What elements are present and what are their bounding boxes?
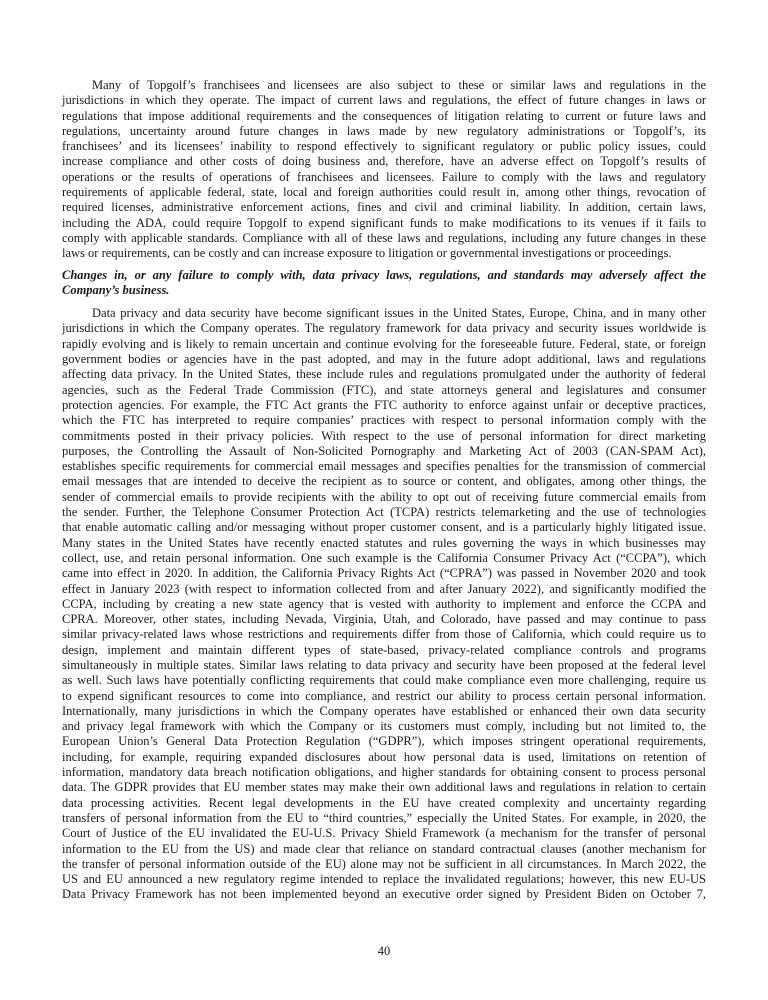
text-line: franchisees’ and its licensees’ inability to respond effectively to significant regulatory or public policy issues, could — [62, 139, 706, 154]
text-line: similar privacy-related laws whose restrictions and requirements differ from those of California, which could require us to — [62, 627, 706, 642]
text-line: increase compliance and other costs of doing business and, therefore, have an adverse effect on Topgolf’s results of — [62, 154, 706, 169]
text-line: effect in January 2023 (with respect to information collected from and after January 2022), and significantly modified the — [62, 581, 706, 596]
text-line: data processing activities. Recent legal developments in the EU have created complexity and uncertainty regarding — [62, 795, 706, 810]
text-line: information to the EU from the US) and made clear that reliance on standard contractual clauses (another mechanism for — [62, 841, 706, 856]
section-heading-data-privacy — [62, 268, 706, 299]
text-line: the transfer of personal information outside of the EU) alone may not be sufficient in all circumstances. In March 2022, the — [62, 856, 706, 871]
text-line: Changes in, or any failure to comply with, data privacy laws, regulations, and standards may adversely affect the — [62, 267, 706, 282]
text-line: regulations, uncertainty around future changes in laws made by new regulatory administrations or Topgolf’s, its — [62, 123, 706, 138]
text-line: including the ADA, could require Topgolf to expend significant funds to make modifications to its venues if it fails to — [62, 215, 706, 230]
text-line: transfers of personal information from the EU to “third countries,” especially the United States. For example, in 2020, the — [62, 810, 706, 825]
text-line: jurisdictions in which they operate. The impact of current laws and regulations, the effect of future changes in laws or — [62, 93, 706, 108]
text-line: regulations that impose additional requirements and the consequences of litigation relating to current or future laws and — [62, 108, 706, 123]
document-body — [62, 78, 706, 903]
text-line: purposes, the Controlling the Assault of Non-Solicited Pornography and Marketing Act of 2003 (CAN-SPAM Act), — [62, 443, 706, 458]
page-number: 40 — [377, 944, 391, 958]
text-line: information, mandatory data breach notification obligations, and higher standards for obtaining consent to process personal — [62, 765, 706, 780]
text-line: operations or the results of operations of franchisees and licensees. Failure to comply with the laws and regulatory — [62, 169, 706, 184]
text-line: the sender. Further, the Telephone Consumer Protection Act (TCPA) restricts telemarketing and the use of technologies — [62, 505, 706, 520]
text-line: US and EU announced a new regulatory regime intended to replace the invalidated regulations; however, this new EU-US — [62, 872, 706, 887]
paragraph-data-privacy — [62, 306, 706, 903]
text-line: CCPA, including by creating a new state agency that is vested with authority to implement and enforce the CCPA and — [62, 596, 706, 611]
paragraph-franchisee-regulations — [62, 78, 706, 262]
text-line: simultaneously in multiple states. Similar laws relating to data privacy and security have been proposed at the federal level — [62, 657, 706, 672]
text-line: comply with applicable standards. Compliance with all of these laws and regulations, including any future changes in these — [62, 230, 706, 245]
text-line: Data privacy and data security have become significant issues in the United States, Europe, China, and in many other — [92, 306, 706, 321]
text-line: rapidly evolving and is likely to remain uncertain and continue evolving for the foreseeable future. Federal, state, or foreign — [62, 336, 706, 351]
text-line: data. The GDPR provides that EU member states may make their own additional laws and regulations in relation to certain — [62, 780, 706, 795]
text-line: CPRA. Moreover, other states, including Nevada, Virginia, Utah, and Colorado, have passed and may continue to pass — [62, 612, 706, 627]
text-line: collect, use, and retain personal information. One such example is the California Consumer Privacy Act (“CCPA”), which — [62, 550, 706, 565]
text-line: Many states in the United States have recently enacted statutes and rules governing the ways in which businesses may — [62, 535, 706, 550]
text-line: and privacy legal framework with which the Company or its customers must comply, including but not limited to, the — [62, 719, 706, 734]
text-line: email messages that are intended to deceive the recipient as to source or content, and obligates, among other things, the — [62, 474, 706, 489]
text-line: agencies, such as the Federal Trade Commission (FTC), and state attorneys general and legislatures and consumer — [62, 382, 706, 397]
text-line: required licenses, administrative enforcement actions, fines and civil and criminal liability. In addition, certain laws, — [62, 200, 706, 215]
text-line: jurisdictions in which the Company operates. The regulatory framework for data privacy and security issues worldwide is — [62, 321, 706, 336]
text-line: affecting data privacy. In the United States, these include rules and regulations promulgated under the authority of federal — [62, 367, 706, 382]
text-line: that enable automatic calling and/or messaging without proper customer consent, and is a particularly highly litigated issue. — [62, 520, 706, 535]
text-line: laws or requirements, can be costly and can increase exposure to litigation or governmental investigations or proceedings. — [62, 246, 672, 261]
text-line: sender of commercial emails to provide recipients with the ability to opt out of receiving future commercial emails from — [62, 489, 706, 504]
text-line: commitments posted in their privacy policies. With respect to the use of personal information for direct marketing — [62, 428, 706, 443]
text-line: European Union’s General Data Protection Regulation (“GDPR”), which imposes stringent operational requirements, — [62, 734, 706, 749]
text-line: Many of Topgolf’s franchisees and licensees are also subject to these or similar laws and regulations in the — [92, 78, 706, 92]
text-line: to expend significant resources to come into compliance, and restrict our ability to process certain personal information. — [62, 688, 706, 703]
text-line: protection agencies. For example, the FTC Act grants the FTC authority to enforce against unfair or deceptive practices, — [62, 397, 706, 412]
text-line: as well. Such laws have potentially conflicting requirements that could make compliance even more challenging, require us — [62, 673, 706, 688]
text-line: Court of Justice of the EU invalidated the EU-U.S. Privacy Shield Framework (a mechanism for the transfer of personal — [62, 826, 706, 841]
text-line: came into effect in 2020. In addition, the California Privacy Rights Act (“CPRA”) was passed in November 2020 and took — [62, 566, 706, 581]
text-line: requirements of applicable federal, state, local and foreign authorities could result in, among other things, revocation of — [62, 185, 706, 200]
text-line: Company’s business. — [62, 282, 170, 297]
text-line: Data Privacy Framework has not been implemented beyond an executive order signed by President Biden on October 7, — [62, 887, 706, 902]
text-line: which the FTC has interpreted to require companies’ practices with respect to personal information comply with the — [62, 413, 706, 428]
text-line: design, implement and maintain different types of state-based, privacy-related compliance controls and programs — [62, 642, 706, 657]
text-line: Internationally, many jurisdictions in which the Company operates have established or enhanced their own data security — [62, 703, 706, 718]
text-line: establishes specific requirements for commercial email messages and specifies penalties for the transmission of commercial — [62, 459, 706, 474]
text-line: government bodies or agencies have in the past adopted, and may in the future adopt additional, laws and regulations — [62, 352, 706, 367]
text-line: including, for example, requiring expanded disclosures about how personal data is used, limitations on retention of — [62, 749, 706, 764]
